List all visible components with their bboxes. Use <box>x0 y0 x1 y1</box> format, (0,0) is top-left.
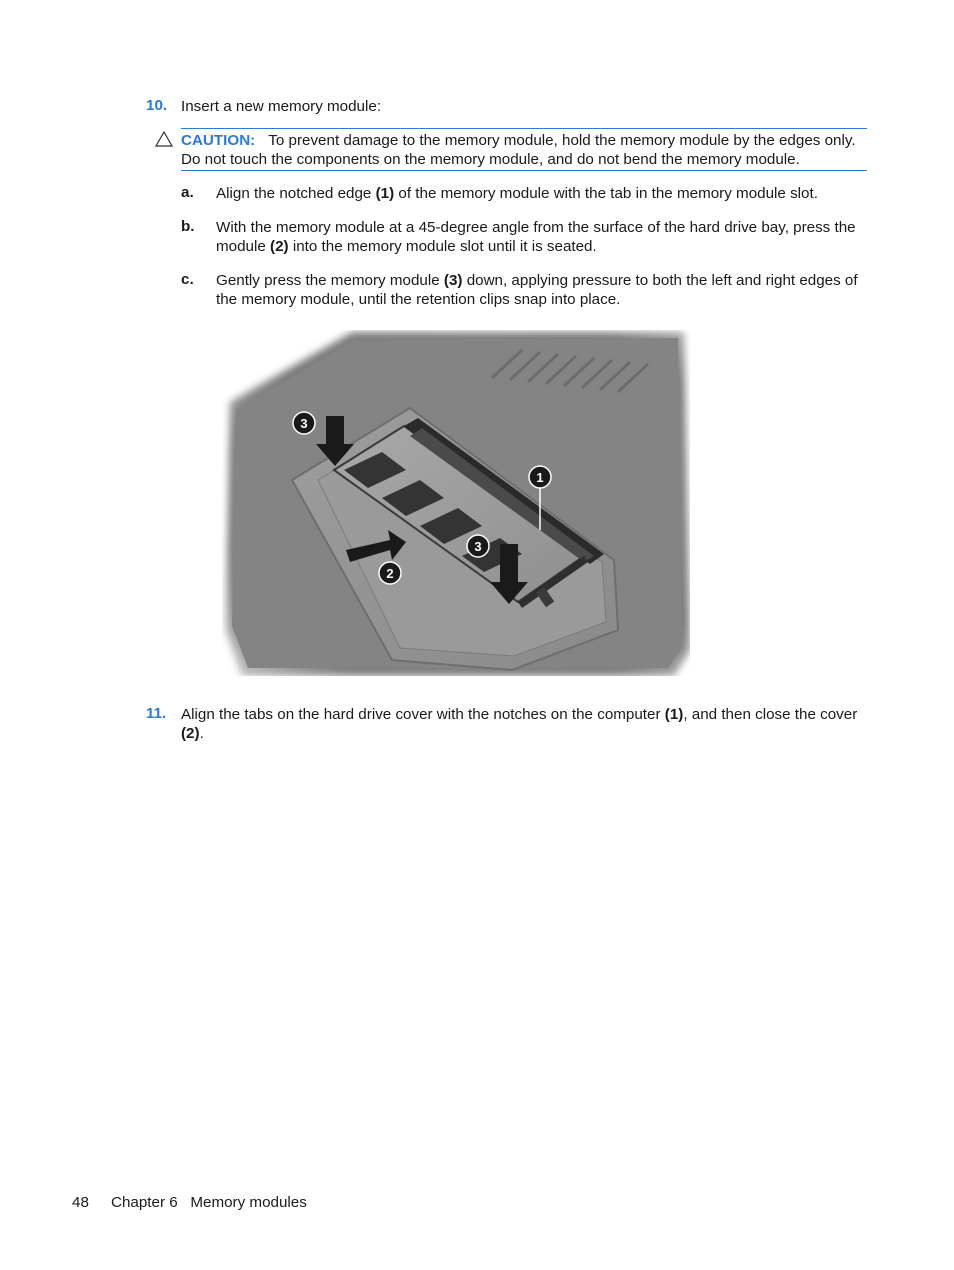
callout-3-top <box>293 412 315 434</box>
substep-b-text <box>216 218 872 256</box>
text-segment: Align the tabs on the hard drive cover with the notches on the computer <box>181 706 665 723</box>
memory-module-installation-figure <box>222 330 690 676</box>
callout-1 <box>529 466 551 488</box>
text-segment: down, applying pressure to both the left and right edges of the memory module, until the retention clips snap into place. <box>216 272 858 308</box>
footer-page-number: 48 <box>72 1194 89 1211</box>
substep-a-letter: a. <box>181 184 194 201</box>
substep-c-text <box>216 271 872 309</box>
caution-triangle-icon <box>155 131 173 147</box>
step-11-text <box>181 705 871 743</box>
callout-3-top-label: 3 <box>300 416 308 431</box>
footer-chapter-title: Chapter 6 Memory modules <box>111 1194 307 1211</box>
substep-b-letter: b. <box>181 218 195 235</box>
step-11-number: 11. <box>146 705 167 722</box>
step-10-number: 10. <box>146 97 168 114</box>
callout-2-label: 2 <box>386 566 394 581</box>
callout-reference: (1) <box>375 185 395 202</box>
callout-2 <box>379 562 401 584</box>
substep-a-text <box>216 184 872 203</box>
caution-box <box>181 128 867 171</box>
callout-reference: (1) <box>664 706 684 723</box>
callout-3-bottom-label: 3 <box>474 539 482 554</box>
callout-reference: (2) <box>270 238 289 255</box>
callout-1-label: 1 <box>536 470 544 485</box>
text-segment: . <box>199 725 204 742</box>
caution-text: To prevent damage to the memory module, hold the memory module by the edges only. Do not touch the components on the memory module, and do not bend the memory module. <box>181 132 856 168</box>
text-segment: into the memory module slot until it is seated. <box>288 238 597 255</box>
callout-reference: (2) <box>181 725 200 742</box>
step-10-text: Insert a new memory module: <box>181 98 382 115</box>
callout-3-bottom <box>467 535 489 557</box>
caution-label: CAUTION: <box>181 132 256 149</box>
substep-c-letter: c. <box>181 271 194 288</box>
text-segment: of the memory module with the tab in the memory module slot. <box>394 185 818 202</box>
text-segment: With the memory module at a 45-degree angle from the surface of the hard drive bay, press the module <box>216 219 856 255</box>
text-segment: Gently press the memory module <box>216 272 444 289</box>
callout-reference: (3) <box>443 272 463 289</box>
text-segment: , and then close the cover <box>683 706 858 723</box>
text-segment: Align the notched edge <box>216 185 376 202</box>
